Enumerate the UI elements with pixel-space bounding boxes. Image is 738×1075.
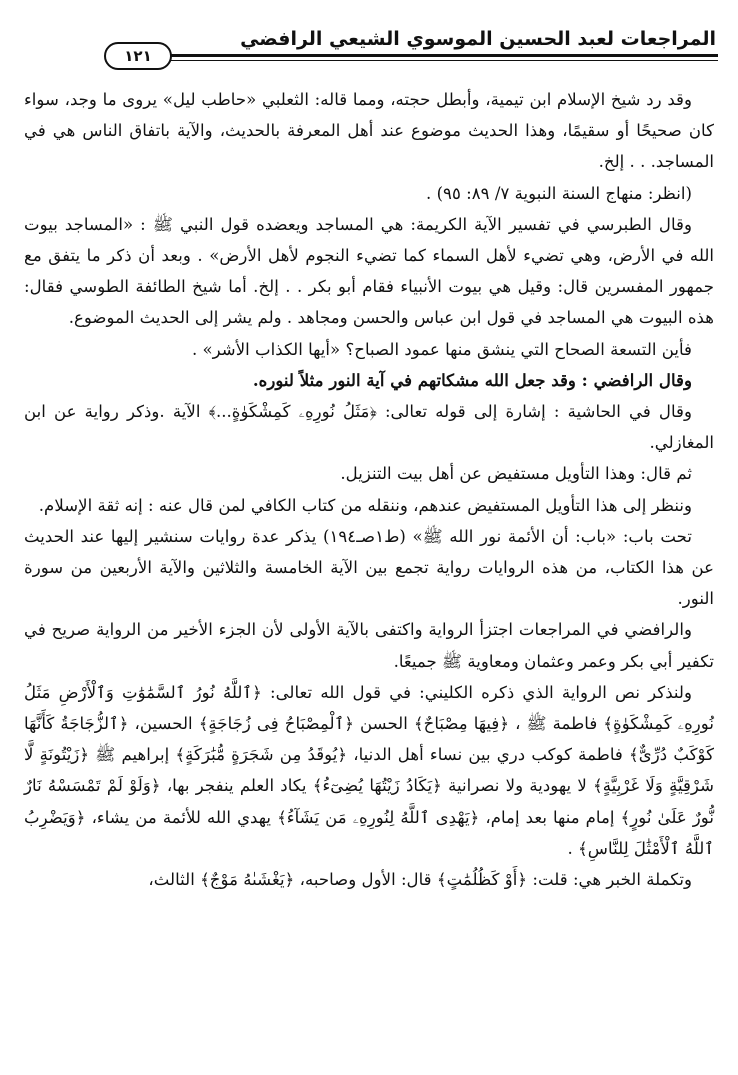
running-title: المراجعات لعبد الحسين الموسوي الشيعي الرافضي [240,28,716,50]
header-rule-thin [120,60,718,61]
paragraph: وقال في الحاشية : إشارة إلى قوله تعالى: ﴿مَثَلُ نُورِهِۦ كَمِشْكَوٰةٍ...﴾ الآية .وذكر رواية عن ابن المغازلي. [24,402,714,453]
page-header [95,10,716,50]
paragraph: ولنذكر نص الرواية الذي ذكره الكليني: في قول الله تعالى: ﴿ٱللَّهُ نُورُ ٱلسَّمَٰوَٰتِ وَٱلْأَرْضِ مَثَلُ نُورِهِۦ كَمِشْكَوٰةٍ﴾ فاطمة ﷺ ، ﴿فِيهَا مِصْبَاحٌ﴾ الحسن ﴿ٱلْمِصْبَاحُ فِى زُجَاجَةٍ﴾ الحسين، ﴿ٱلزُّجَاجَةُ كَأَنَّهَا كَوْكَبٌ دُرِّىٌّ﴾ فاطمة كوكب دري بين نساء أهل الدنيا، ﴿يُوقَدُ مِن شَجَرَةٍ مُّبَٰرَكَةٍ﴾ إبراهيم ﷺ ﴿زَيْتُونَةٍ لَّا شَرْقِيَّةٍ وَلَا غَرْبِيَّةٍ﴾ لا يهودية ولا نصرانية ﴿يَكَادُ زَيْتُهَا يُضِىٓءُ﴾ يكاد العلم ينفجر بها، ﴿وَلَوْ لَمْ تَمْسَسْهُ نَارٌ نُّورٌ عَلَىٰ نُورٍ﴾ إمام منها بعد إمام، ﴿يَهْدِى ٱللَّهُ لِنُورِهِۦ مَن يَشَآءُ﴾ يهدي الله للأئمة من يشاء، ﴿وَيَضْرِبُ ٱللَّهُ ٱلْأَمْثَٰلَ لِلنَّاسِ﴾ . [24,682,714,858]
paragraph: تحت باب: «باب: أن الأئمة نور الله ﷺ» (ط١صـ١٩٤) يذكر عدة روايات سنشير إليها عند الحديث عن هذا الكتاب، من هذه الروايات رواية تجمع بين الآية الخامسة والثلاثين والآية الأربعين من سورة النور. [24,526,714,609]
paragraph: وقال الرافضي : وقد جعل الله مشكاتهم في آية النور مثلاً لنوره. [252,369,692,390]
paragraph: فأين التسعة الصحاح التي ينشق منها عمود الصباح؟ «أيها الكذاب الأشر» . [191,339,692,359]
paragraph: وننظر إلى هذا التأويل المستفيض عندهم، وننقله من كتاب الكافي لمن قال عنه : إنه ثقة الإسلام. [38,495,692,515]
paragraph: وقد رد شيخ الإسلام ابن تيمية، وأبطل حجته، ومما قاله: الثعلبي «حاطب ليل» يروى ما وجد، سواء كان صحيحًا أو سقيمًا، وهذا الحديث موضوع عند أهل المعرفة بالحديث، والآية باتفاق الناس هي في المساجد. . . إلخ. [24,90,714,172]
paragraph: والرافضي في المراجعات اجتزأ الرواية واكتفى بالآية الأولى لأن الجزء الأخير من الرواية صريح في تكفير أبي بكر وعمر وعثمان ومعاوية ﷺ جميعًا. [24,620,714,671]
paragraph: (انظر: منهاج السنة النبوية ٧/ ٨٩: ٩٥) . [426,183,692,203]
header-rule-thick [120,54,718,57]
paragraph: وقال الطبرسي في تفسير الآية الكريمة: هي المساجد ويعضده قول النبي ﷺ : «المساجد بيوت الله في الأرض، وهي تضيء لأهل السماء كما تضيء النجوم لأهل الأرض» . وبعد أن ذكر ما يتفق مع جمهور المفسرين قال: وقيل هي بيوت الأنبياء فقام أبو بكر . . إلخ. أما شيخ الطائفة الطوسي فقال: هذه البيوت هي المساجد في قول ابن عباس والحسن ومجاهد . ولم يشر إلى الحديث الموضوع. [24,214,714,328]
paragraph: وتكملة الخبر هي: قلت: ﴿أَوْ كَظُلُمَٰتٍ﴾ قال: الأول وصاحبه، ﴿يَغْشَىٰهُ مَوْجٌ﴾ الثالث، [148,870,692,890]
body-text [24,84,714,895]
page-number: ١٢١ [104,42,172,70]
paragraph: ثم قال: وهذا التأويل مستفيض عن أهل بيت التنزيل. [340,464,692,484]
